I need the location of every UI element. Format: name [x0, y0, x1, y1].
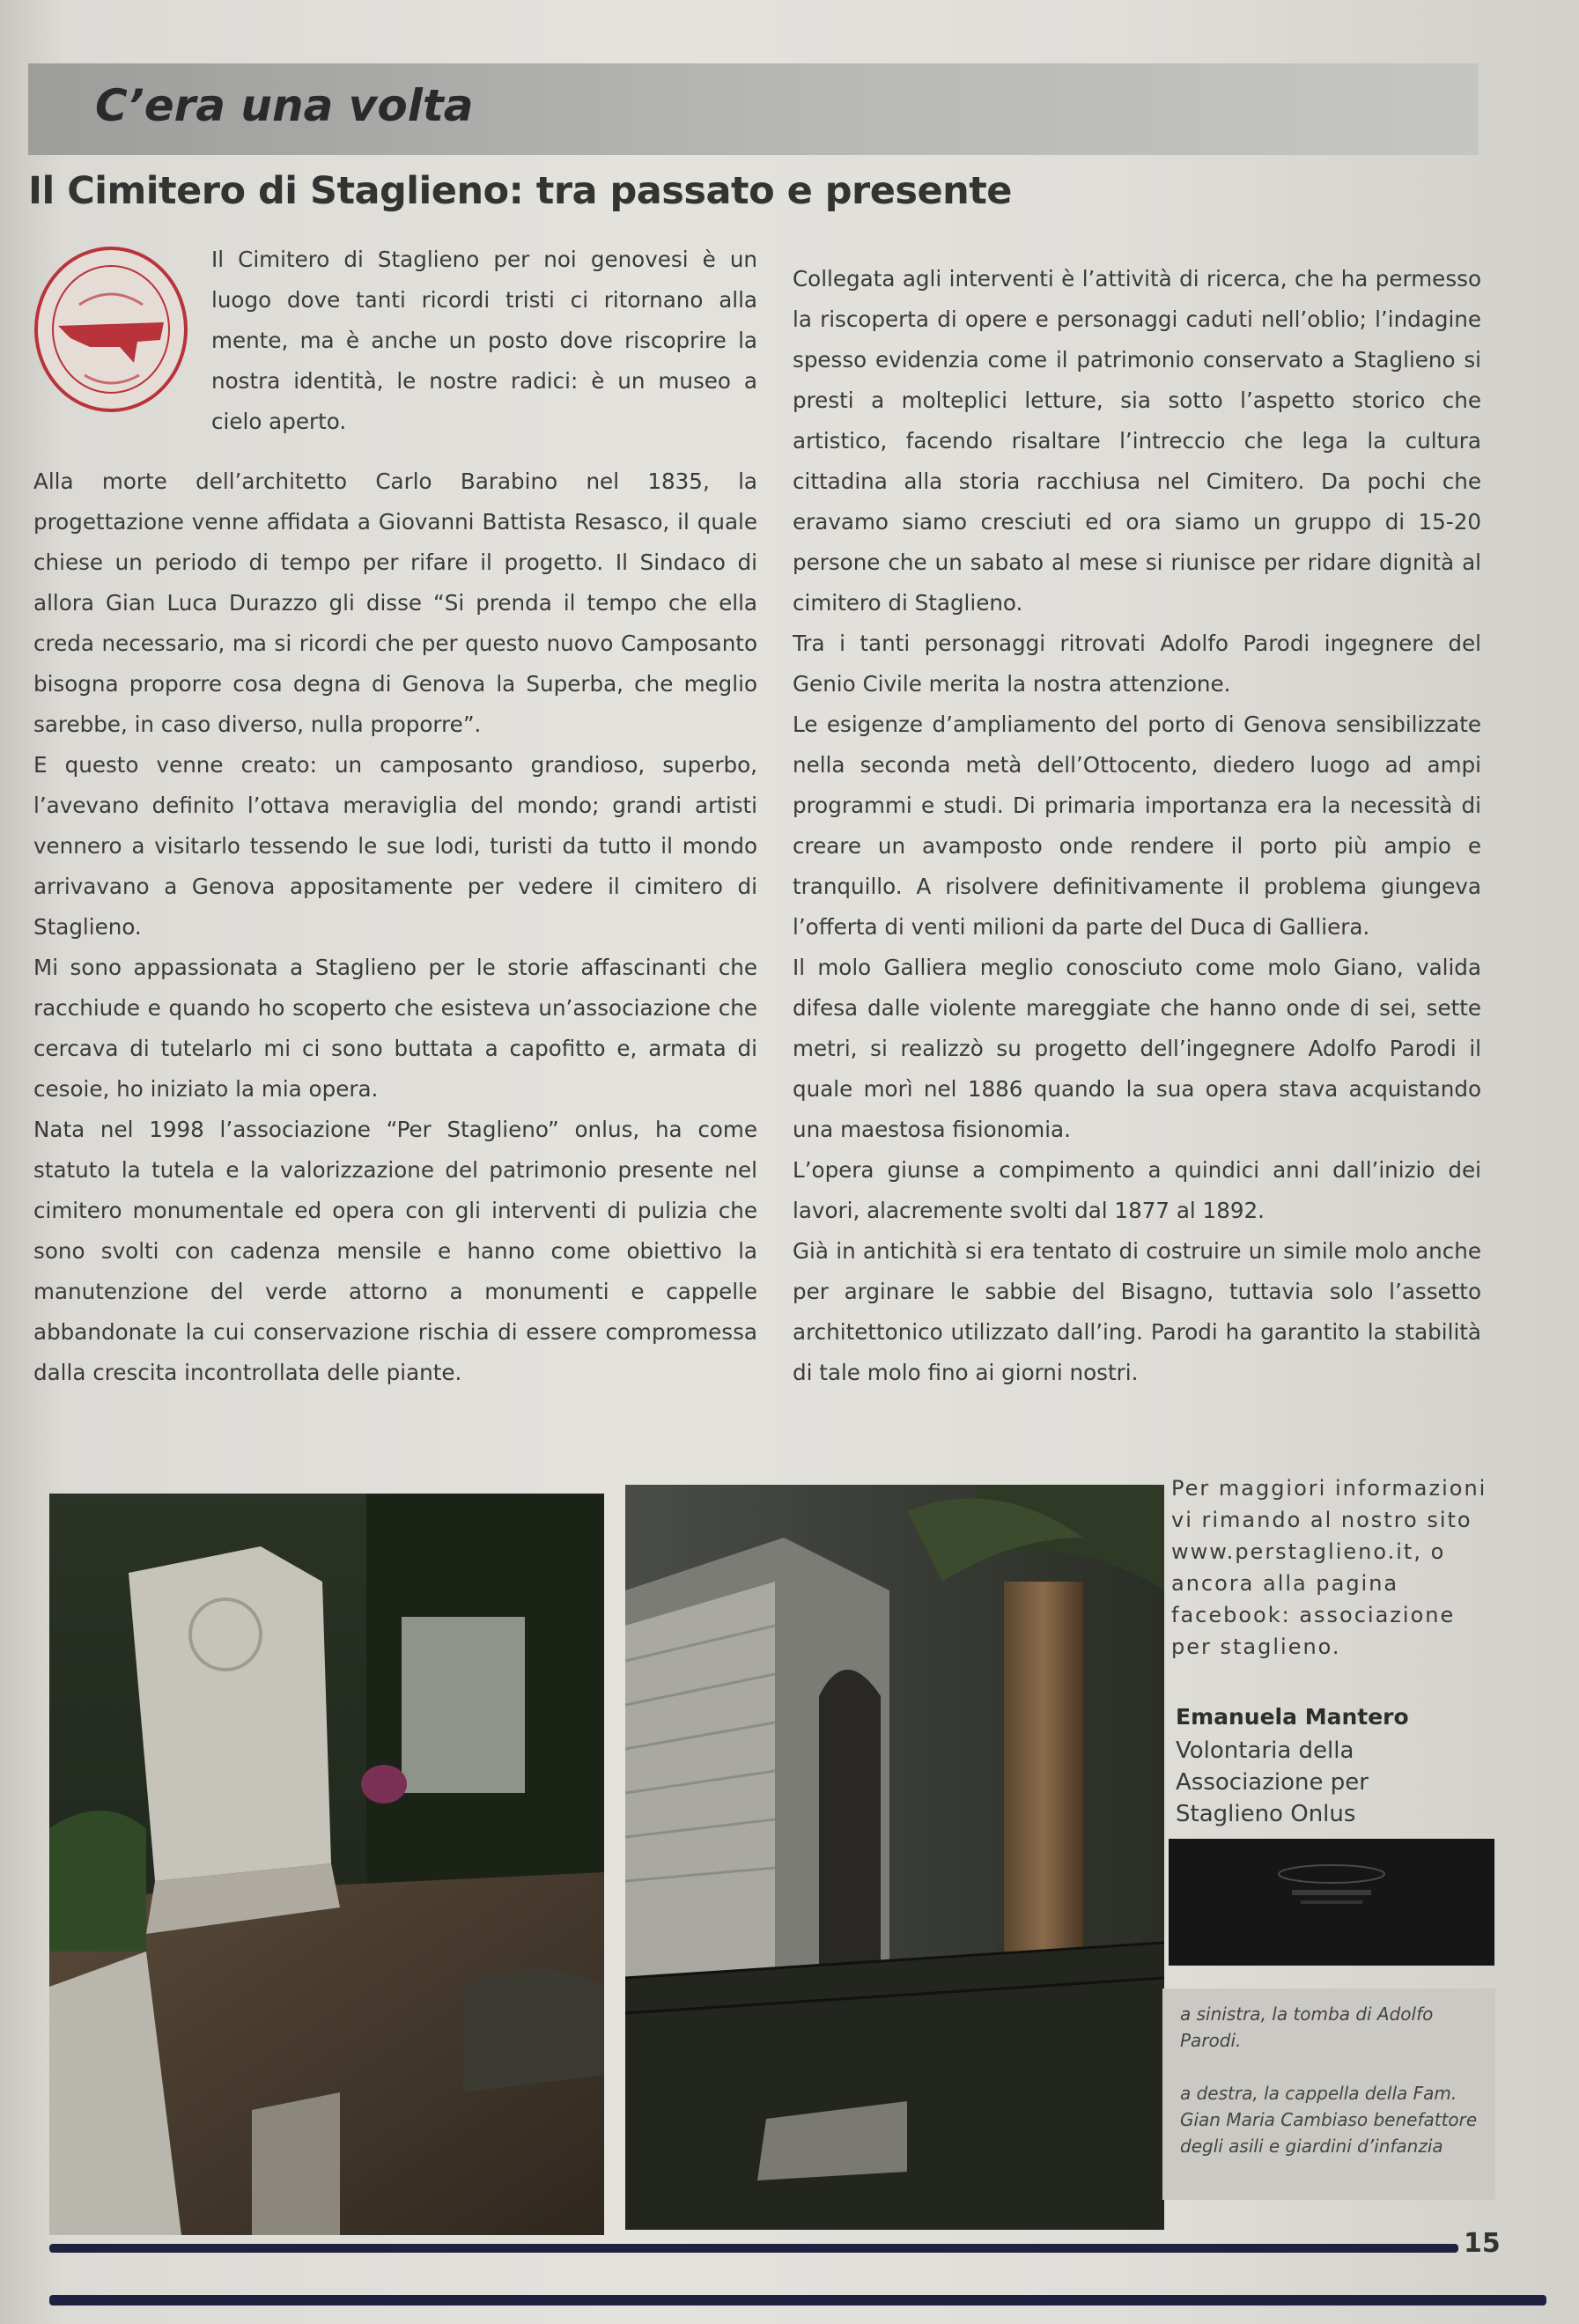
body-paragraph: Tra i tanti personaggi ritrovati Adolfo Parodi ingegnere del Genio Civile merita la nostra attenzione.: [793, 631, 1481, 697]
footer-rule-bottom: [49, 2295, 1546, 2306]
article-title: Il Cimitero di Staglieno: tra passato e presente: [28, 169, 1012, 213]
body-paragraph: Alla morte dell’architetto Carlo Barabino nel 1835, la progettazione venne affidata a Giovanni Battista Resasco, il quale chiese un periodo di tempo per rifare il progetto. Il Sindaco di allora Gian Luca Durazzo gli disse “Si prenda il tempo che ella creda necessario, ma si ricordi che per questo nuovo Camposanto bisogna proporre cosa degna di Genova la Superba, che meglio sarebbe, in caso diverso, nulla proporre”.: [33, 468, 757, 737]
body-paragraph: Le esigenze d’ampliamento del porto di Genova sensibilizzate nella seconda metà dell’Ottocento, diedero luogo ad ampi programmi e studi. Di primaria importanza era la necessità di creare un avamposto onde rendere il porto più ampio e tranquillo. A risolvere definitivamente il problema giungeva l’offerta di venti milioni da parte del Duca di Galliera.: [793, 712, 1481, 940]
more-info-text: Per maggiori informazioni vi rimando al nostro sito www.perstaglieno.it, o ancora alla pagina facebook: associazione per staglieno.: [1171, 1476, 1487, 1659]
footer-rule: [49, 2244, 1458, 2253]
body-paragraph: Già in antichità si era tentato di costruire un simile molo anche per arginare le sabbie del Bisagno, tuttavia solo l’assetto architettonico utilizzato dall’ing. Parodi ha garantito la stabilità di tale molo fino ai giorni nostri.: [793, 1238, 1481, 1385]
body-paragraph: Collegata agli interventi è l’attività di ricerca, che ha permesso la riscoperta di opere e personaggi caduti nell’oblio; l’indagine spesso evidenzia come il patrimonio conservato a Staglieno si presti a molteplici letture, sia sotto l’aspetto storico che artistico, facendo risaltare l’intreccio che lega la cultura cittadina alla storia racchiusa nel Cimitero. Da pochi che eravamo siamo cresciuti ed ora siamo un gruppo di 15-20 persone che un sabato al mese si riunisce per ridare dignità al cimitero di Staglieno.: [793, 266, 1481, 616]
body-paragraph: Nata nel 1998 l’associazione “Per Staglieno” onlus, ha come statuto la tutela e la valorizzazione del patrimonio presente nel cimitero monumentale ed opera con gli interventi di pulizia che sono svolti con cadenza mensile e hanno come obiettivo la manutenzione del verde attorno a monumenti e cappelle abbandonate la cui conservazione rischia di essere compromessa dalla crescita incontrollata delle piante.: [33, 1117, 757, 1385]
page-number: 15: [1464, 2228, 1501, 2259]
association-seal-icon: [32, 241, 190, 417]
body-paragraph: Il molo Galliera meglio conosciuto come molo Giano, valida difesa dalle violente mareggiate che hanno onde di sei, sette metri, si realizzò su progetto dell’ingegnere Adolfo Parodi il quale morì nel 1886 quando la sua opera stava acquistando una maestosa fisionomia.: [793, 955, 1481, 1142]
association-logo-image: [1169, 1839, 1494, 1966]
intro-paragraph: Il Cimitero di Staglieno per noi genovesi è un luogo dove tanti ricordi tristi ci ritornano alla mente, ma è anche un posto dove riscoprire la nostra identità, le nostre radici: è un museo a cielo aperto.: [211, 247, 757, 434]
body-paragraph: Mi sono appassionata a Staglieno per le storie affascinanti che racchiude e quando ho scoperto che esisteva un’associazione che cercava di tutelarlo mi ci sono buttata a capofitto e, armata di cesoie, ho iniziato la mia opera.: [33, 955, 757, 1102]
caption-left-photo: a sinistra, la tomba di Adolfo Parodi.: [1180, 2003, 1434, 2051]
author-name: Emanuela Mantero: [1176, 1704, 1409, 1730]
caption-right-photo: a destra, la cappella della Fam. Gian Maria Cambiaso benefattore degli asili e giardini d’infanzia: [1180, 2083, 1478, 2157]
author-role: Volontaria della Associazione per Staglieno Onlus: [1176, 1737, 1369, 1827]
photo-tomb: [49, 1494, 604, 2235]
article-intro: [211, 240, 757, 442]
body-paragraph: E questo venne creato: un camposanto grandioso, superbo, l’avevano definito l’ottava meraviglia del mondo; grandi artisti vennero a visitarlo tessendo le sue lodi, turisti da tutto il mondo arrivavano a Genova appositamente per vedere il cimitero di Staglieno.: [33, 752, 757, 940]
article-right-column: [793, 259, 1481, 1393]
photo-chapel: [625, 1485, 1164, 2230]
body-paragraph: L’opera giunse a compimento a quindici anni dall’inizio dei lavori, alacremente svolti dal 1877 al 1892.: [793, 1157, 1481, 1223]
section-title: C’era una volta: [95, 80, 474, 131]
article-left-column: [33, 461, 757, 1393]
